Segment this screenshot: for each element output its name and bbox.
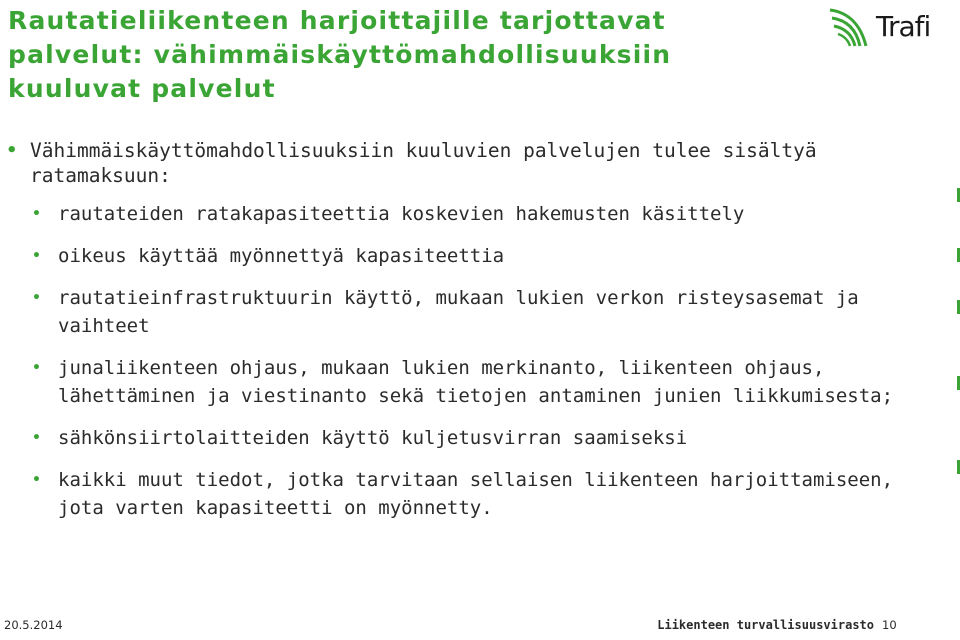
main-bullet xyxy=(0,138,920,188)
slide-body xyxy=(0,138,920,536)
trafi-logo xyxy=(828,6,946,52)
sub-bullet xyxy=(0,284,920,340)
bullet-dot-icon: • xyxy=(32,206,41,222)
slide-title: Rautatieliikenteen harjoittajille tarjottavat palvelut: vähimmäiskäyttömahdollisuuksiin kuuluvat palvelut xyxy=(8,6,672,103)
sub-bullet xyxy=(0,354,920,410)
sub-bullet-text: rautatieinfrastruktuurin käyttö, mukaan lukien verkon risteysasemat ja vaihteet xyxy=(58,287,859,337)
sub-bullet-text: junaliikenteen ohjaus, mukaan lukien merkinanto, liikenteen ohjaus, lähettäminen ja viestinanto sekä tietojen antaminen junien liikkumisesta; xyxy=(58,357,894,407)
footer-page-number: 10 xyxy=(882,618,897,632)
sub-bullet xyxy=(0,200,920,228)
logo-wordmark: Trafi xyxy=(876,10,931,43)
footer-organization: Liikenteen turvallisuusvirasto xyxy=(657,618,874,632)
sub-bullet-text: oikeus käyttää myönnettyä kapasiteettia xyxy=(58,245,505,267)
sub-bullet-text: sähkönsiirtolaitteiden käyttö kuljetusvirran saamiseksi xyxy=(58,427,688,449)
bullet-dot-icon: • xyxy=(6,140,18,161)
bullet-dot-icon: • xyxy=(32,430,41,446)
sub-bullet-text: kaikki muut tiedot, jotka tarvitaan sellaisen liikenteen harjoittamiseen, jota varten kapasiteetti on myönnetty. xyxy=(58,469,894,519)
footer-date: 20.5.2014 xyxy=(4,618,63,632)
bullet-dot-icon: • xyxy=(32,472,41,488)
bullet-dot-icon: • xyxy=(32,290,41,306)
sub-bullet xyxy=(0,466,920,522)
bullet-dot-icon: • xyxy=(32,360,41,376)
sub-bullet xyxy=(0,424,920,452)
bullet-dot-icon: • xyxy=(32,248,41,264)
main-bullet-text: Vähimmäiskäyttömahdollisuuksiin kuuluvien palvelujen tulee sisältyä ratamaksuun: xyxy=(30,139,817,187)
sub-bullet-text: rautateiden ratakapasiteettia koskevien hakemusten käsittely xyxy=(58,203,745,225)
sub-bullet xyxy=(0,242,920,270)
trafi-swoosh-icon xyxy=(828,6,878,52)
